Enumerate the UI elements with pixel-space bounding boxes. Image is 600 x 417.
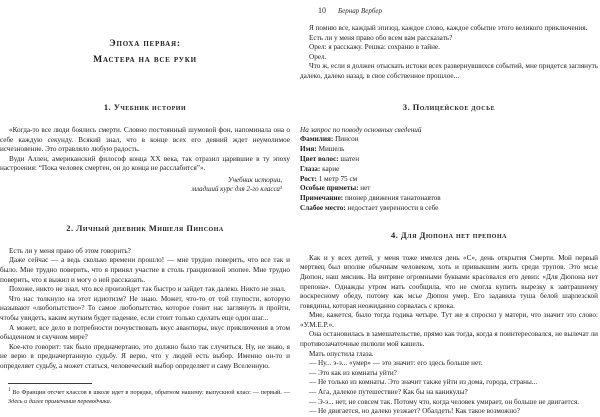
right-page [296,0,600,416]
attribution-line: младший курс для 2-го класса¹ [191,185,282,194]
dialogue-line: — Ага, далекое путешествие? Как бы на каникулы? [309,388,468,397]
dialogue-line: — Э-э... нет, не совсем так. Потому что, когда человек умирает, он больше не двигается. [309,397,580,406]
paragraph: Что ж, если я должен отыскать истоки всех развернувшихся событий, мне придется заглянуть далеко, далеко назад, в свое собственное прошлое... [300,62,598,80]
paragraph: Есть ли у меня право об этом говорить? [9,246,131,255]
paragraph: «Когда-то все люди боялись смерти. Словно постоянный шумовой фон, напоминала она о себе каждую секунду. Всякий знал, что в конце всех его деяний ждет неумолимое исчезновение. Это отравляло любую радость. [0,126,290,154]
dossier-row [300,145,598,155]
footnote-text: Во Франции отсчет классов в школе идет в порядке, обратном нашему: выпускной класс — первый. — [10,389,290,397]
paragraph: Мать опустила глаза. [309,349,374,358]
dialogue-line: — Не двигается, но далеко уезжает? Обалдеть! Как такое возможно? [309,407,520,416]
dossier-row [300,194,598,204]
dossier-row [300,204,598,214]
dossier-row [300,135,598,145]
chapter-heading-3: 3. Полицейское досье [402,102,496,112]
dossier-intro: На запрос по поводу основных сведений [300,125,422,134]
dossier-label: Фамилия: [300,135,334,144]
dialogue-line: — Не только из комнаты. Это значит также уйти из дома, города, страны... [309,378,538,387]
chapter-2-body [0,247,290,372]
dossier-label: Рост: [300,174,317,183]
chapter-heading-1: 1. Учебник истории [103,103,187,112]
paragraph: А может, все дело в потребности почувствовать вкус авантюры, вкус приключения в этом обыденном и скучном мире? [0,323,290,342]
paragraph: Как и у всех детей, у меня тоже имелся день «С», день открытия Смерти. Мой первый мертвец был вполне обычным человеком, хоть и привыкшим жить среди трупов. Это мсье Дюпон, наш мясник. На витрине огромными буквами красовался его девиз: «Для Дюпона нет препона». Однажды утром мать сообщила, что не смогла купить вырезку к завтрашнему воскресному обеду, потому как мсье Дюпон умер. Его задавила туша белой шарлезской говядины, которая неожиданно сорвалась с крюка. [300,253,598,310]
dossier-value: нет [360,184,371,193]
chapter-heading-2: 2. Личный дневник Мишеля Пинсона [66,223,224,233]
dossier-fields [300,135,598,213]
chapter-4-dialogue [300,359,598,417]
dialogue-line: — Ну... э-э... «умер» — это значит: его здесь больше нет. [309,359,483,368]
part-title [0,0,290,68]
running-head [300,0,598,16]
page-number: 10 [318,6,326,15]
dossier-label: Цвет волос: [300,154,339,163]
dossier-label: Примечание: [300,194,344,203]
dossier-value: Мишель [318,145,345,154]
footnote-area [0,383,290,406]
chapter-1-attribution [0,176,290,195]
dialogue-line: — Это как из комнаты уйти? [309,368,397,377]
dossier-row [300,184,598,194]
paragraph: Орел: я расскажу. Решка: сохраню в тайне. [309,43,440,52]
chapter-heading-4: 4. Для Дюпона нет препона [391,230,507,240]
paragraph: Вуди Аллен, американский философ конца XX века, так отразил царившие в ту эпоху настроения: “Пока человек смертен, он до конца не расслабится”». [0,154,290,173]
dossier-label: Слабое место: [300,203,346,212]
left-page [0,0,296,408]
dossier-label: Имя: [300,145,317,154]
paragraph: Орел. [309,52,327,61]
paragraph: Она остановилась в замешательстве, прямо как тогда, когда я поинтересовался, не вылечат ли противозачаточные пилюли мой кашель. [300,330,598,349]
dossier-row [300,175,598,185]
footnote-marker: 1 [8,388,11,394]
footnote-translator-note: Здесь и далее примечания переводчика. [8,397,112,405]
paragraph: Кое-кто говорит: так было предначертано, это должно было так случиться. Ну, не знаю, я не верю в предначертанную судьбу. Я верю, что у людей есть выбор. Именно он-то и определяет судьбу, а может статься, человеческий выбор определяет и саму Вселенную. [0,342,290,370]
paragraph: Я помню все, каждый эпизод, каждое слово, каждое событие этого великого приключения. [309,24,588,32]
paragraph: Даже сейчас — а ведь сколько времени прошло! — мне трудно поверить, что все так и было. Мне трудно поверить, что я принял участие в столь грандиозной эпопее. Мне трудно поверить, что я выжил и могу о ней рассказать. [0,256,290,284]
dossier-row [300,165,598,175]
dossier-value: Пинсон [335,135,359,144]
paragraph: Мне, кажется, было тогда годика четыре. Тут же я спросил у матери, что значит это слово: «У.М.Е.Р.». [300,311,598,329]
chapter-4-body [300,254,598,360]
dossier-value: недостает уверенности в себе [347,203,439,212]
part-title-line-2: Мастера на все руки [93,54,197,65]
footnote [0,387,290,406]
dossier-value: карие [322,164,340,173]
paragraph: Что нас толкнуло на этот идиотизм? Не знаю. Может, что-то от той глупости, которую называют «любопытство»? То самое любопытство, которое гонит нас заглянуть и пройти, чтобы увидеть, каким жутким будет падение, если стоит только сделать еще один шаг... [0,294,290,322]
dossier-row [300,155,598,165]
dossier-value: 1 метр 75 см [318,174,358,183]
paragraph: Есть ли у меня право обо всем вам рассказать? [309,33,453,42]
attribution-line: Учебник истории, [228,175,282,184]
footnote-separator [8,383,92,384]
part-title-line-1: Эпоха первая: [109,38,181,49]
paragraph: Похоже, никто не знал, что все произойдет так быстро и зайдет так далеко. Никто не знал. [9,285,286,294]
dossier-value: пионер движения танатонавтов [344,194,441,203]
dossier-value: шатен [340,154,360,163]
dossier-label: Глаза: [300,164,321,173]
chapter-1-body [0,126,290,174]
running-head-author: Бернар Вербер [338,7,382,15]
continued-body [300,24,598,82]
dossier-label: Особые приметы: [300,184,359,193]
